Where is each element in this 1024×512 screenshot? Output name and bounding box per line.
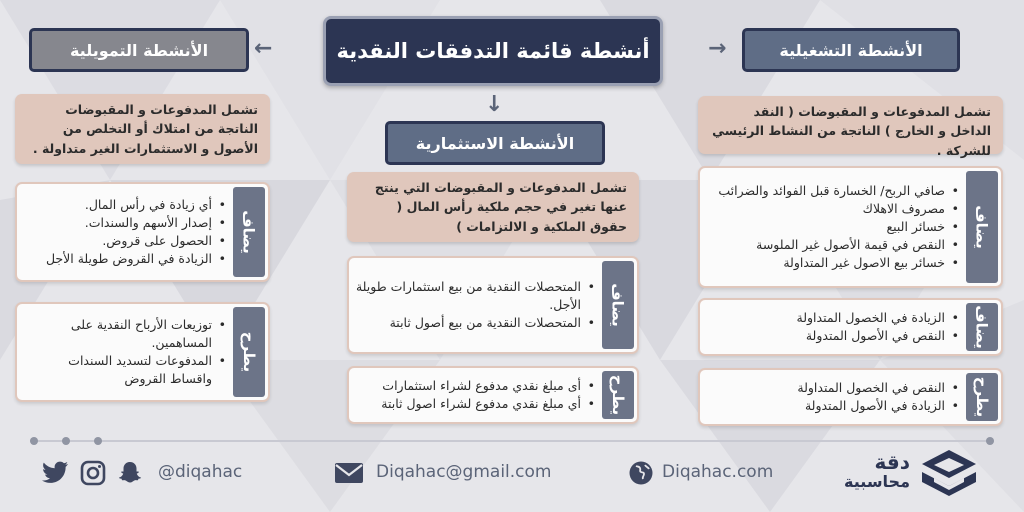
website-link[interactable]: Diqahac.com xyxy=(662,462,774,482)
operating-add-tab: يضاف xyxy=(966,171,998,283)
list-item: • المتحصلات النقدية من بيع استثمارات طويلة الأجل. xyxy=(355,278,595,314)
mail-icon xyxy=(334,462,364,484)
logo-icon xyxy=(920,448,978,500)
financing-subtract-list xyxy=(23,304,226,400)
globe-icon xyxy=(628,460,654,486)
operating-add2-tab: يضاف xyxy=(966,303,998,351)
list-item: • النقص في الخصول المتداولة xyxy=(706,379,959,397)
operating-add2-list xyxy=(706,300,959,354)
investing-add-list xyxy=(355,258,595,352)
list-item: • النقص في قيمة الأصول غير الملوسة xyxy=(706,236,959,254)
financing-add-tab: يضاف xyxy=(233,187,265,277)
list-item: • أى مبلغ نقدي مدفوع لشراء استثمارات xyxy=(355,377,595,395)
list-item: • الزيادة في الأصول المتدولة xyxy=(706,397,959,415)
investing-subtract-box xyxy=(347,366,639,424)
footer-dot xyxy=(30,437,38,445)
financing-add-list xyxy=(23,184,226,280)
list-item: • أي مبلغ نقدي مدفوع لشراء اصول ثابتة xyxy=(355,395,595,413)
list-item: • توزيعات الأرباح النقدية على المساهمين. xyxy=(23,316,226,352)
operating-description: تشمل المدفوعات و المقبوضات ( النقد الداخل و الخارج ) الناتجة من النشاط الرئيسي للشركة . xyxy=(698,96,1003,154)
operating-subtract-list xyxy=(706,370,959,424)
investing-heading: الأنشطة الاستثمارية xyxy=(385,121,605,165)
list-item: • صافي الربح/ الخسارة قبل الفوائد والضرائب xyxy=(706,182,959,200)
investing-subtract-tab: يطرح xyxy=(602,371,634,419)
list-item: • المتحصلات النقدية من بيع أصول ثابتة xyxy=(355,314,595,332)
twitter-icon[interactable] xyxy=(42,460,70,486)
operating-add-box xyxy=(698,166,1003,288)
operating-add2-box xyxy=(698,298,1003,356)
arrow-left-icon: ← xyxy=(254,36,273,61)
operating-add-list xyxy=(706,168,959,286)
operating-heading: الأنشطة التشغيلية xyxy=(742,28,960,72)
logo-text xyxy=(842,452,910,493)
operating-subtract-box xyxy=(698,368,1003,426)
snapchat-icon[interactable] xyxy=(116,460,144,486)
footer-divider xyxy=(30,440,994,442)
list-item: • مصروف الاهلاك xyxy=(706,200,959,218)
financing-description: تشمل المدفوعات و المقبوضات الناتجة من امتلاك أو التخلص من الأصول و الاستثمارات الغير متداولة . xyxy=(15,94,270,164)
list-item: • المدفوعات لتسديد السندات واقساط القروض xyxy=(23,352,226,388)
page-title: أنشطة قائمة التدفقات النقدية xyxy=(323,16,663,86)
arrow-right-icon: → xyxy=(708,36,727,61)
footer-dot xyxy=(62,437,70,445)
investing-description: تشمل المدفوعات و المقبوضات التي ينتج عنها تغير في حجم ملكية رأس المال ( حقوق الملكية و الالتزامات ) xyxy=(347,172,639,242)
list-item: • أي زيادة في رأس المال. xyxy=(23,196,226,214)
logo-line-2: محاسبية xyxy=(844,472,910,491)
financing-subtract-tab: يطرح xyxy=(233,307,265,397)
list-item: • إصدار الأسهم والسندات. xyxy=(23,214,226,232)
investing-subtract-list xyxy=(355,368,595,422)
investing-add-tab: يضاف xyxy=(602,261,634,349)
list-item: • النقص في الأصول المتدولة xyxy=(706,327,959,345)
arrow-down-icon: ↓ xyxy=(485,92,504,117)
footer-dot xyxy=(94,437,102,445)
list-item: • خسائر بيع الاصول غير المتداولة xyxy=(706,254,959,272)
list-item: • خسائر البيع xyxy=(706,218,959,236)
email-link[interactable]: Diqahac@gmail.com xyxy=(376,462,552,482)
social-handle[interactable]: @diqahac xyxy=(158,462,243,482)
financing-add-box xyxy=(15,182,270,282)
investing-add-box xyxy=(347,256,639,354)
instagram-icon[interactable] xyxy=(80,460,106,486)
logo-line-1: دقة xyxy=(874,450,910,474)
list-item: • الزيادة في القروض طويلة الأجل xyxy=(23,250,226,268)
financing-heading: الأنشطة التمويلية xyxy=(29,28,249,72)
footer-dot xyxy=(986,437,994,445)
operating-subtract-tab: يطرح xyxy=(966,373,998,421)
list-item: • الحصول على قروض. xyxy=(23,232,226,250)
financing-subtract-box xyxy=(15,302,270,402)
list-item: • الزيادة في الخصول المتداولة xyxy=(706,309,959,327)
